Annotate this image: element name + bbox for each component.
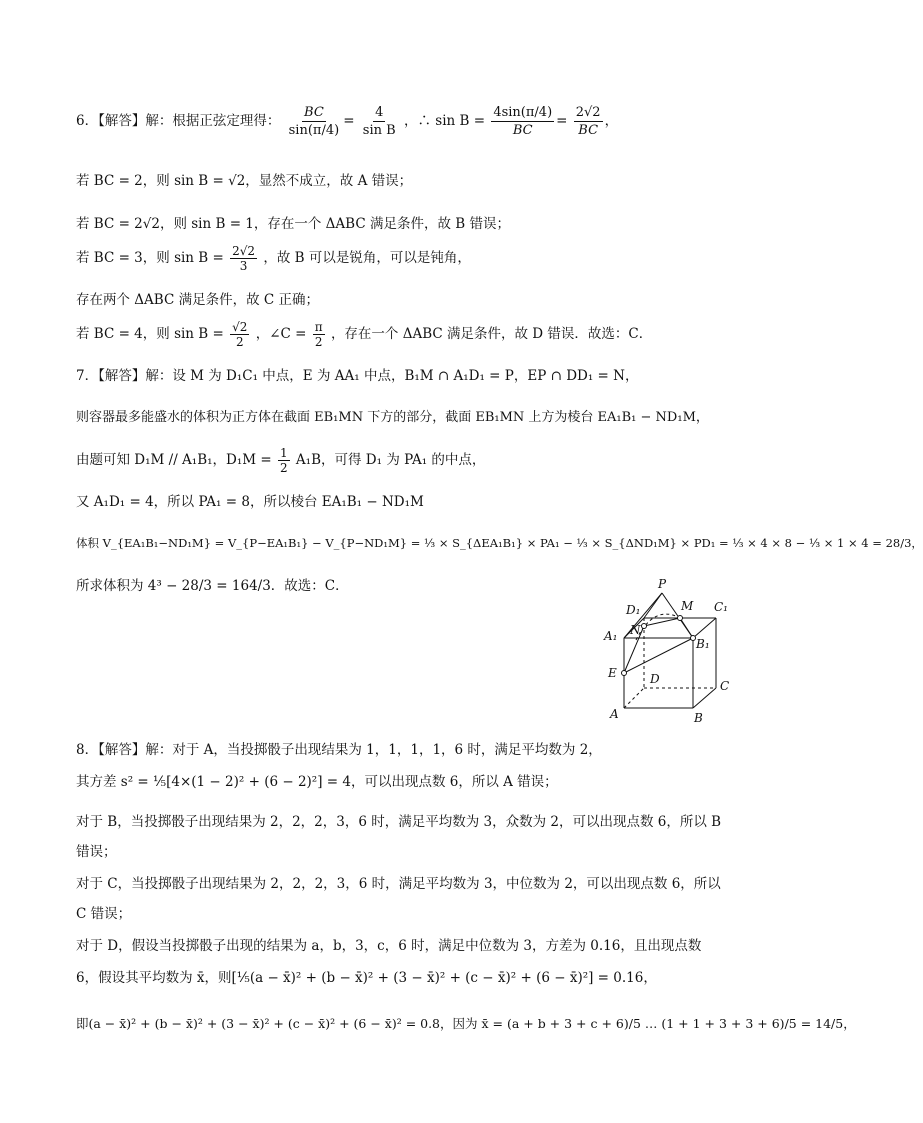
label-b1: B₁ — [696, 637, 710, 651]
q8-line-6: C 错误； — [76, 906, 132, 922]
q6-fraction-pi-over-2: $\frac{\pi}{2}$ — [314, 320, 323, 349]
q7-line-4: 又 A₁D₁ = 4，所以 PA₁ = 8，所以棱台 EA₁B₁ − ND₁M — [76, 494, 424, 510]
point-m — [678, 616, 683, 621]
q8-line-2: 其方差 s² = ⅕[4×(1 − 2)² + (6 − 2)²] = 4，可以出现点数 6，所以 A 错误； — [76, 774, 558, 790]
label-a: A — [610, 707, 619, 721]
point-b1 — [691, 636, 696, 641]
q7-fraction-one-half: $\frac{1}{2}$ — [279, 446, 288, 475]
q6-line-3: 若 BC = 2√2，则 sin B = 1，存在一个 ΔABC 满足条件，故 B 错误； — [76, 216, 510, 232]
edge-m-b1 — [680, 618, 693, 638]
q6-fraction-2root2-over-bc: $\frac{2√2}{BC}$ — [575, 105, 601, 138]
q7-line-6: 所求体积为 4³ − 28/3 = 164/3．故选：C． — [76, 578, 349, 594]
q6-fraction-2root2-over-3: $\frac{2√2}{3}$ — [232, 244, 256, 273]
point-e — [622, 671, 627, 676]
hidden-edge-a-d — [624, 688, 644, 708]
label-b: B — [694, 711, 703, 725]
label-n: N — [630, 623, 641, 637]
point-n — [642, 624, 647, 629]
q6-fraction-4sin-over-bc: $\frac{4\sin(\pi/4)}{BC}$ — [493, 105, 553, 138]
edge-e-b1 — [624, 638, 693, 673]
label-a1: A₁ — [604, 629, 618, 643]
edge-n-m — [644, 618, 680, 626]
q7-line-5: 体积 V_{EA₁B₁−ND₁M} = V_{P−EA₁B₁} − V_{P−ND₁M} = ⅓ × S_{ΔEA₁B₁} × PA₁ − ⅓ × S_{ΔND₁M} × PD₁ = ⅓ × 4 × 8 − ⅓ × 1 × 4 = 28/3， — [76, 536, 923, 550]
label-c1: C₁ — [714, 600, 728, 614]
q8-line-8: 6，假设其平均数为 x̄，则[⅕(a − x̄)² + (b − x̄)² + (3 − x̄)² + (c − x̄)² + (6 − x̄)²] = 0.16， — [76, 970, 657, 986]
q8-line-7: 对于 D，假设当投掷骰子出现的结果为 a，b，3，c，6 时，满足中位数为 3，方差为 0.16，且出现点数 — [76, 938, 702, 954]
edge-b-c — [693, 688, 716, 708]
q8-line-1: 8．【解答】解：对于 A，当投掷骰子出现结果为 1，1，1，1，6 时，满足平均数为 2， — [76, 742, 602, 758]
q6-fraction-bc-over-sin: $\frac{BC}{\sin(\pi/4)}$ — [288, 105, 340, 138]
q6-line-2: 若 BC = 2，则 sin B = √2，显然不成立，故 A 错误； — [76, 173, 413, 189]
q6-label: 6．【解答】解：根据正弦定理得： — [76, 113, 281, 129]
q7-line-2: 则容器最多能盛水的体积为正方体在截面 EB₁MN 下方的部分，截面 EB₁MN 上方为棱台 EA₁B₁ − ND₁M， — [76, 410, 709, 425]
q8-line-9: 即(a − x̄)² + (b − x̄)² + (3 − x̄)² + (c − x̄)² + (6 − x̄)² = 0.8，因为 x̄ = (a + b + 3 + c + 6)/5 … (1 + 1 + 3 + 3 + 6)/5 = 14/5， — [76, 1016, 856, 1031]
label-d1: D₁ — [626, 603, 641, 617]
q6-line-5: 存在两个 ΔABC 满足条件，故 C 正确； — [76, 292, 319, 308]
label-d: D — [650, 672, 660, 686]
q6-therefore: ，∴ sin B = — [403, 113, 486, 129]
q8-line-3: 对于 B，当投掷骰子出现结果为 2，2，2，3，6 时，满足平均数为 3，众数为 2，可以出现点数 6，所以 B — [76, 814, 722, 830]
q6-line-6: 若 BC = 4，则 sin B = $\frac{√2}{2}$ ，∠C = $\frac{\pi}{2}$ ，存在一个 ΔABC 满足条件，故 D 错误．故选：C． — [76, 320, 653, 349]
q8-line-5: 对于 C，当投掷骰子出现结果为 2，2，2，3，6 时，满足平均数为 3，中位数为 2，可以出现点数 6，所以 — [76, 876, 721, 892]
label-c: C — [720, 679, 730, 693]
q6-line-1: 6．【解答】解：根据正弦定理得： $\frac{BC}{\sin(\pi/4)}$ = $\frac{4}{\text{sin B}}$ ，∴ sin B = $\frac{4\sin(\pi/4)}{BC}$ = $\frac{2√2}{BC}$ ， — [76, 105, 619, 138]
cube-figure — [596, 576, 744, 726]
label-p: P — [658, 577, 667, 591]
q7-line-1: 7．【解答】解：设 M 为 D₁C₁ 中点，E 为 AA₁ 中点，B₁M ∩ A₁D₁ = P，EP ∩ DD₁ = N， — [76, 368, 639, 384]
label-m: M — [681, 599, 694, 613]
q6-line-4: 若 BC = 3，则 sin B = $\frac{2√2}{3}$ ，故 B 可以是锐角，可以是钝角， — [76, 244, 471, 273]
q6-fraction-4-over-sinb: $\frac{4}{\text{sin B}}$ — [362, 105, 396, 138]
q7-line-3: 由题可知 D₁M // A₁B₁，D₁M = $\frac{1}{2}$ A₁B，可得 D₁ 为 PA₁ 的中点， — [76, 446, 486, 475]
q6-fraction-root2-over-2: $\frac{√2}{2}$ — [232, 320, 248, 349]
q8-line-4: 错误； — [76, 844, 117, 860]
label-e: E — [608, 666, 617, 680]
edge-b1-c1 — [693, 618, 716, 638]
